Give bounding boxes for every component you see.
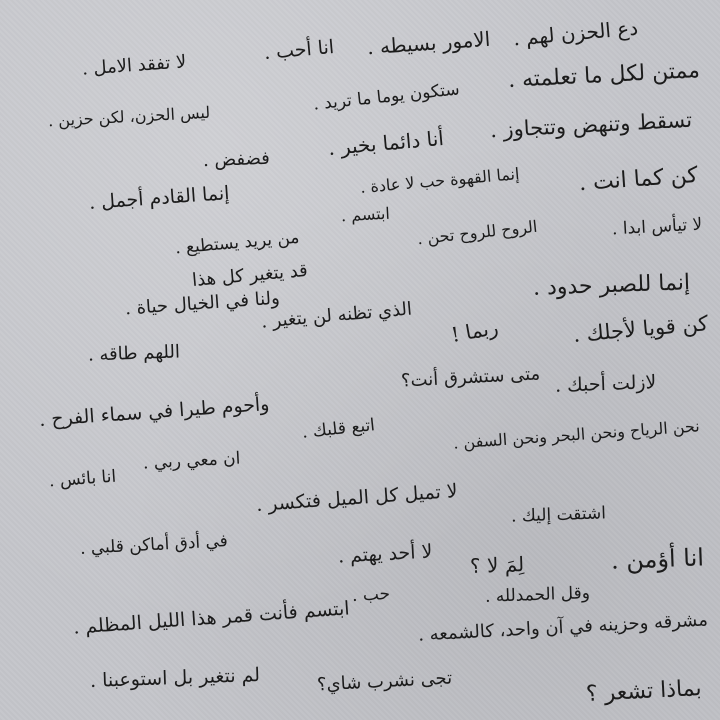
phrase: حب . xyxy=(351,584,391,606)
phrase: اللهم طاقه . xyxy=(87,341,181,366)
phrase: دع الحزن لهم . xyxy=(512,15,639,51)
phrase: انا أؤمن . xyxy=(610,543,705,575)
phrase: الذي تظنه لن يتغير . xyxy=(260,298,413,333)
phrase: تجى نشرب شاي؟ xyxy=(316,667,453,696)
phrase: لا أحد يهتم . xyxy=(337,540,433,568)
phrase: اشتقت إليك . xyxy=(510,503,607,527)
phrase: وأحوم طيرا في سماء الفرح . xyxy=(38,392,271,432)
phrase: الروح للروح تحن . xyxy=(416,216,539,249)
phrase: لِمَ لا ؟ xyxy=(469,552,525,578)
phrase: ربما ! xyxy=(448,315,500,347)
phrase: انا أحب . xyxy=(262,35,335,65)
phrase: تسقط وتنهض وتتجاوز . xyxy=(489,107,693,143)
phrase: ستكون يوما ما تريد . xyxy=(312,79,461,115)
phrase: من يريد يستطيع . xyxy=(174,227,301,259)
phrase: اتبع قلبك . xyxy=(301,415,376,443)
phrase: ان معي ربي . xyxy=(142,448,241,474)
phrase: كن قويا لأجلك . xyxy=(571,311,709,347)
phrase: لا تميل كل الميل فتكسر . xyxy=(255,479,459,517)
phrase: بماذا تشعر ؟ xyxy=(585,675,703,708)
phrase: ابتسم فأنت قمر هذا الليل المظلم . xyxy=(72,597,351,639)
phrase: مشرقه وحزينه في آن واحد، كالشمعه . xyxy=(417,609,709,646)
phrase: قد يتغير كل هذا xyxy=(191,259,309,292)
phrase: لازلت أحبك . xyxy=(554,371,657,397)
phrase: ابتسم . xyxy=(340,203,391,226)
phrase: إنما القادم أجمل . xyxy=(88,182,231,214)
phrase: كن كما انت . xyxy=(578,162,699,197)
phrase: وقل الحمدلله . xyxy=(484,583,591,607)
phrase: لا تيأس ابدا . xyxy=(611,214,703,240)
phrase: في أدق أماكن قلبي . xyxy=(79,531,229,559)
phrase: إنما القهوة حب لا عادة . xyxy=(359,164,521,197)
phrase: انا بائس . xyxy=(48,466,117,492)
phrase: نحن الرياح ونحن البحر ونحن السفن . xyxy=(452,416,701,453)
phrase: ولنا في الخيال حياة . xyxy=(124,287,281,320)
phrase: متى ستشرق أنت؟ xyxy=(400,363,541,392)
phrase: فضفض . xyxy=(202,147,271,172)
phrase: ليس الحزن، لكن حزين . xyxy=(47,102,211,131)
phrase: لم نتغير بل استوعبنا . xyxy=(89,664,261,692)
phrase: ممتن لكل ما تعلمته . xyxy=(507,57,701,94)
phrase: أنا دائما بخير . xyxy=(327,125,445,161)
phrase: لا تفقد الامل . xyxy=(80,51,187,80)
phrase: الامور بسيطه . xyxy=(366,26,491,60)
phrase: إنما للصبر حدود . xyxy=(532,270,691,301)
